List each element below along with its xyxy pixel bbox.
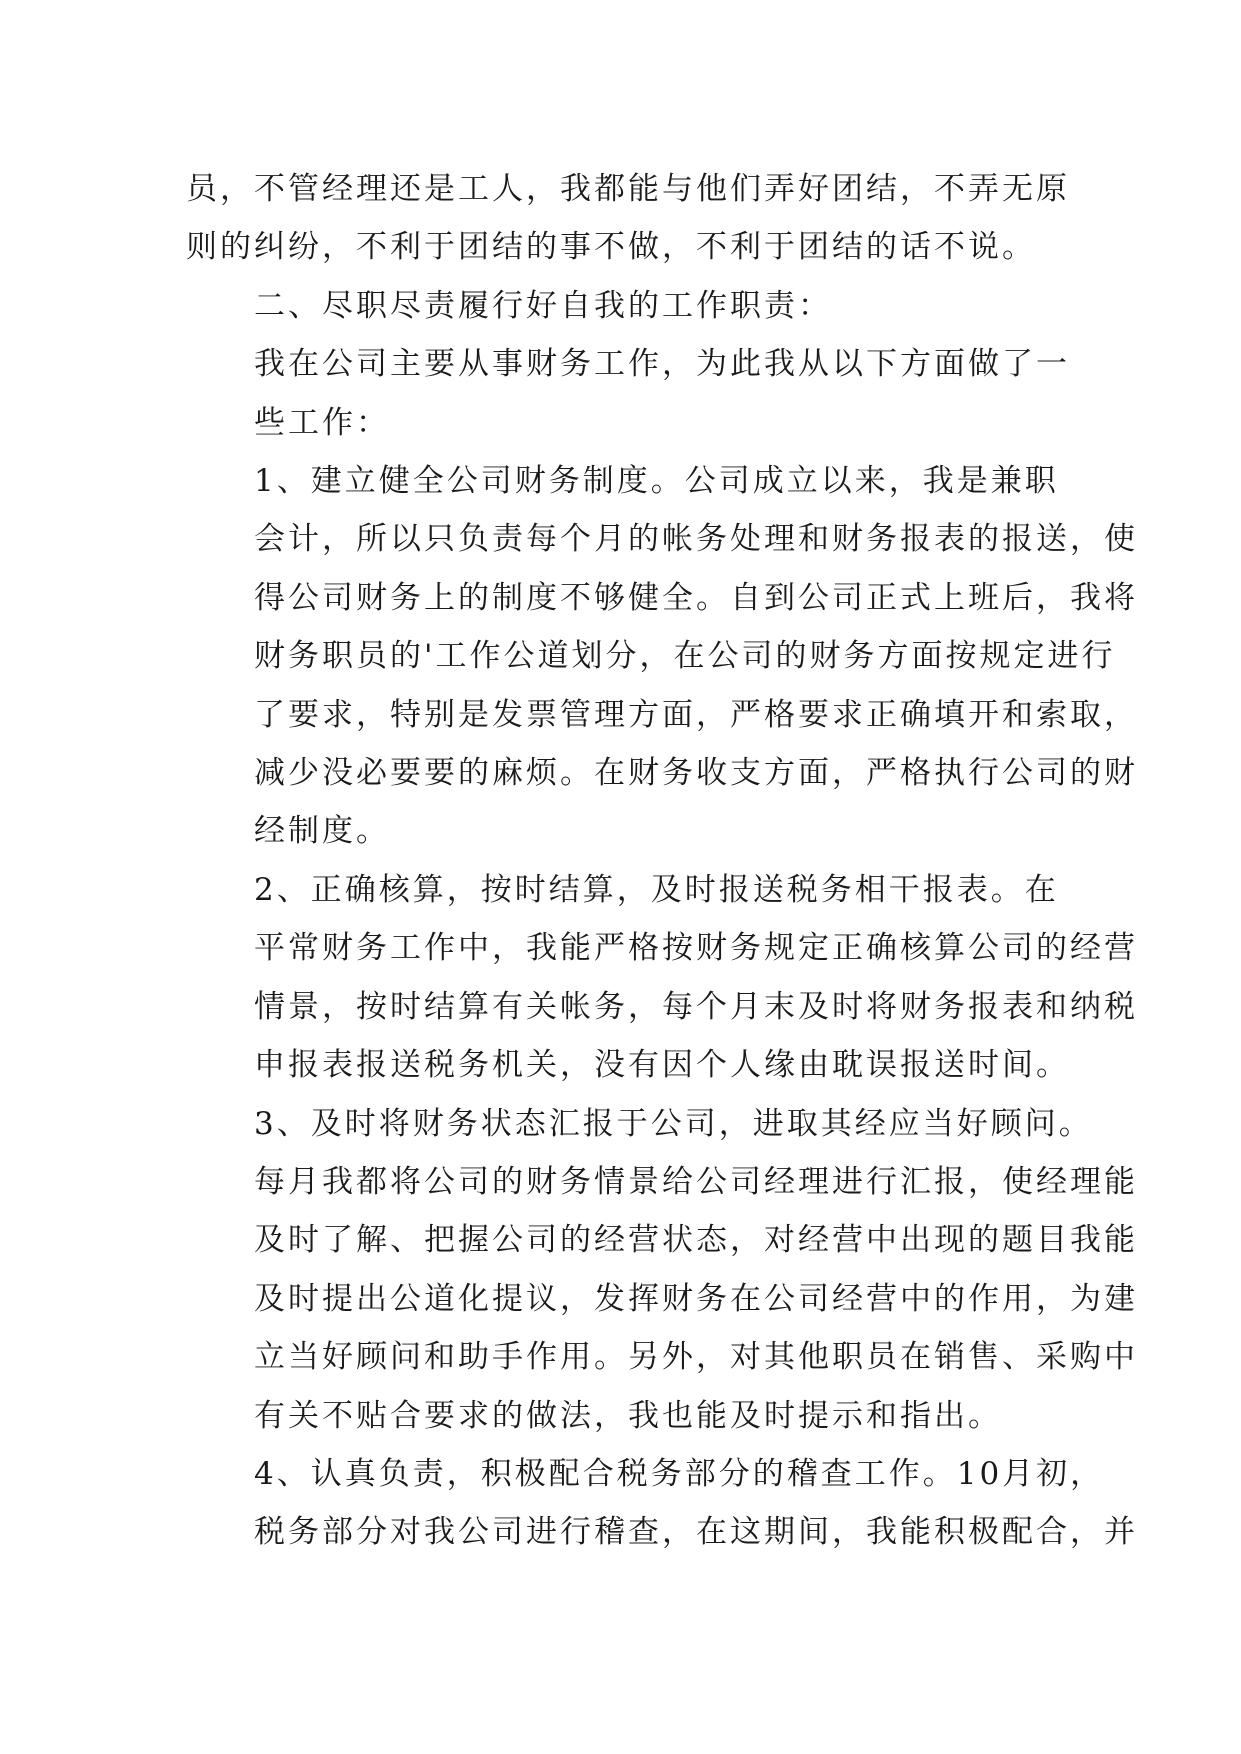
text-line: 会计，所以只负责每个月的帐务处理和财务报表的报送，使 [254, 521, 1138, 558]
text-line: 了要求，特别是发票管理方面，严格要求正确填开和索取， [254, 696, 1138, 733]
text-line: 财务职员的'工作公道划分，在公司的财务方面按规定进行 [254, 638, 1116, 675]
paragraph [186, 277, 1066, 335]
text-line: 些工作： [254, 404, 390, 441]
text-line: 4、认真负责，积极配合税务部分的稽查工作。10月初， [254, 1455, 1105, 1492]
text-line: 及时提出公道化提议，发挥财务在公司经营中的作用，为建 [254, 1280, 1138, 1317]
paragraph [186, 1095, 1138, 1445]
paragraph [186, 861, 1138, 1095]
text-line: 税务部分对我公司进行稽查，在这期间，我能积极配合，并 [254, 1514, 1138, 1551]
text-line: 二、尽职尽责履行好自我的工作职责： [254, 287, 832, 324]
paragraph [186, 160, 1070, 277]
paragraph [186, 452, 1138, 861]
text-line: 平常财务工作中，我能严格按财务规定正确核算公司的经营 [254, 930, 1138, 967]
document-body [186, 160, 1138, 1562]
text-line: 情景，按时结算有关帐务，每个月末及时将财务报表和纳税 [254, 988, 1138, 1025]
text-line: 每月我都将公司的财务情景给公司经理进行汇报，使经理能 [254, 1163, 1138, 1200]
text-line: 经制度。 [254, 813, 390, 850]
text-line: 立当好顾问和助手作用。另外，对其他职员在销售、采购中 [254, 1339, 1138, 1376]
text-line: 减少没必要要的麻烦。在财务收支方面，严格执行公司的财 [254, 755, 1138, 792]
text-line: 有关不贴合要求的做法，我也能及时提示和指出。 [254, 1397, 1002, 1434]
text-line: 员，不管经理还是工人，我都能与他们弄好团结，不弄无原 [186, 171, 1070, 207]
text-line: 则的纠纷，不利于团结的事不做，不利于团结的话不说。 [186, 229, 1036, 266]
text-line: 及时了解、把握公司的经营状态，对经营中出现的题目我能 [254, 1222, 1138, 1259]
text-line: 申报表报送税务机关，没有因个人缘由耽误报送时间。 [254, 1047, 1070, 1084]
paragraph [186, 1445, 1138, 1562]
paragraph [186, 335, 1070, 452]
text-line: 我在公司主要从事财务工作，为此我从以下方面做了一 [254, 346, 1070, 383]
text-line: 1、建立健全公司财务制度。公司成立以来，我是兼职 [254, 463, 1059, 500]
text-line: 2、正确核算，按时结算，及时报送税务相干报表。在 [254, 871, 1059, 908]
text-line: 得公司财务上的制度不够健全。自到公司正式上班后，我将 [254, 579, 1138, 616]
text-line: 3、及时将财务状态汇报于公司，进取其经应当好顾问。 [254, 1105, 1093, 1142]
